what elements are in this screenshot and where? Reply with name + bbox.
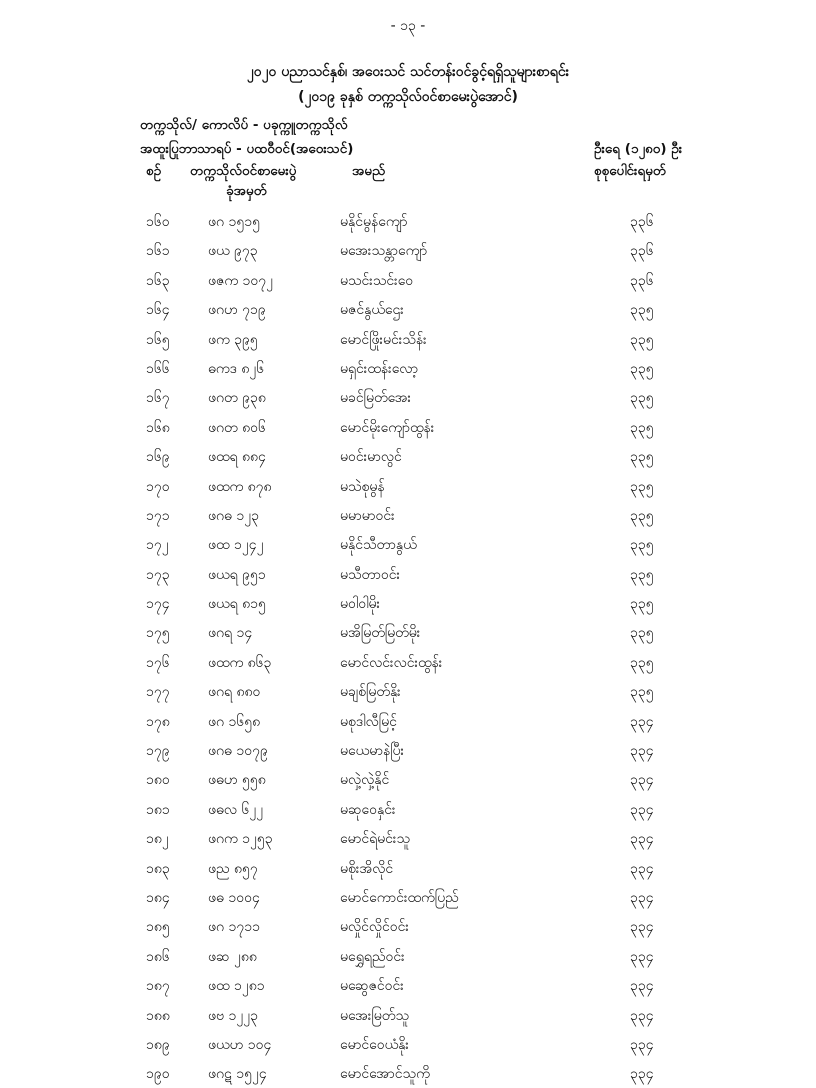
table-row (0, 794, 816, 823)
roll-number-cell: ဖဆ ၂၈၈ (208, 948, 257, 965)
name-cell: မစိုးအိလိုင် (340, 860, 394, 877)
total-score-cell: ၃၃၄ (630, 860, 654, 877)
serial-cell: ၁၇၆ (146, 654, 170, 671)
serial-cell: ၁၈၈ (146, 1007, 170, 1024)
name-cell: မလှိုင်လှိုင်ဝင်း (340, 919, 409, 936)
serial-cell: ၁၈၀ (146, 772, 170, 789)
name-cell: မလှဲ့လှဲ့နိုင် (340, 772, 390, 789)
roll-number-cell: ဖဂတ ၈၀၆ (208, 419, 266, 436)
table-row (0, 676, 816, 705)
table-row (0, 853, 816, 882)
table-row (0, 206, 816, 235)
serial-cell: ၁၈၇ (146, 978, 170, 995)
name-cell: မရှင်းထန်းလော့ (340, 360, 419, 377)
roll-number-cell: ဖဂက ၁၂၅၃ (208, 831, 273, 848)
total-score-cell: ၃၃၆ (630, 214, 654, 230)
total-score-cell: ၃၃၅ (630, 507, 654, 524)
student-list (0, 206, 816, 1088)
name-cell: မစုဒါလီမြင့် (340, 713, 397, 730)
column-header-total: စုစုပေါင်းရမှတ် (594, 163, 667, 179)
table-row (0, 235, 816, 264)
total-score-cell: ၃၃၅ (630, 390, 654, 407)
serial-cell: ၁၇၁ (146, 507, 170, 524)
roll-number-cell: ဖည ၈၅၇ (208, 860, 258, 877)
total-score-cell: ၃၃၄ (630, 713, 654, 730)
table-row (0, 970, 816, 999)
total-score-cell: ၃၃၅ (630, 360, 654, 377)
total-score-cell: ၃၃၄ (630, 743, 654, 760)
total-score-cell: ၃၃၅ (630, 449, 654, 466)
table-row (0, 647, 816, 676)
serial-cell: ၁၆၀ (146, 214, 170, 230)
total-score-cell: ၃၃၄ (630, 1066, 654, 1083)
name-cell: မောင်အောင်သူကို (340, 1066, 430, 1083)
column-header-name: အမည် (352, 163, 386, 179)
serial-cell: ၁၈၃ (146, 860, 170, 877)
serial-cell: ၁၇၇ (146, 684, 170, 701)
table-row (0, 588, 816, 617)
serial-cell: ၁၆၇ (146, 390, 170, 407)
column-header-roll-line2: ခုံအမှတ် (226, 183, 267, 199)
document-title: ၂၀၂၀ ပညာသင်နှစ်၊ အဝေးသင် သင်တန်းဝင်ခွင့်ရရှိသူများစာရင်း (246, 64, 570, 80)
serial-cell: ၁၈၂ (146, 831, 169, 848)
total-score-cell: ၃၃၄ (630, 801, 654, 818)
total-score-cell: ၃၃၄ (630, 1007, 654, 1024)
serial-cell: ၁၈၁ (146, 801, 170, 818)
name-cell: မသဲစုမွန် (340, 478, 385, 495)
serial-cell: ၁၇၅ (146, 625, 170, 642)
serial-cell: ၁၇၀ (146, 478, 170, 495)
roll-number-cell: ဖထ ၁၂၄၂ (208, 537, 264, 554)
roll-number-cell: ဖယရ ၈၁၅ (208, 596, 266, 613)
roll-number-cell: ဖဂဓ ၁၂၃ (208, 507, 259, 524)
name-cell: မဆုဝေနှင်း (340, 801, 396, 818)
column-header-roll-line1: တက္ကသိုလ်ဝင်စာမေးပွဲ (190, 163, 297, 179)
serial-cell: ၁၇၃ (146, 566, 170, 583)
name-cell: မောင်မိုးကျော်ထွန်း (340, 419, 435, 436)
total-score-cell: ၃၃၅ (630, 537, 654, 554)
roll-number-cell: ဖဂရ ၈၈၀ (208, 684, 261, 701)
table-row (0, 1058, 816, 1087)
roll-number-cell: ဖထ ၁၂၈၁ (208, 978, 265, 995)
serial-cell: ၁၆၉ (146, 449, 170, 466)
roll-number-cell: ဖထရ ၈၈၄ (208, 449, 266, 466)
table-row (0, 265, 816, 294)
name-cell: မဝင်းမာလွင် (340, 449, 402, 466)
roll-number-cell: ဖဂရ ၁၄ (208, 625, 253, 642)
table-row (0, 500, 816, 529)
table-row (0, 353, 816, 382)
serial-cell: ၁၇၈ (146, 713, 170, 730)
name-cell: မသင်းသင်းဝေ (340, 272, 414, 289)
name-cell: မောင်ကောင်းထက်ပြည် (340, 889, 459, 906)
serial-cell: ၁၆၈ (146, 419, 170, 436)
roll-number-cell: ဖဓလ ၆၂၂ (208, 801, 264, 818)
roll-number-cell: ဖဓဟ ၅၅၈ (208, 772, 266, 789)
roll-number-cell: ဖထက ၈၇၈ (208, 478, 272, 495)
roll-number-cell: ဖဂ ၁၆၅၈ (208, 713, 261, 730)
roll-number-cell: ဖဗ ၁၂၂၃ (208, 1007, 258, 1024)
serial-cell: ၁၇၂ (146, 537, 169, 554)
table-row (0, 559, 816, 588)
table-row (0, 1000, 816, 1029)
total-score-cell: ၃၃၅ (630, 302, 654, 319)
page-number: - ၁၃ - (390, 18, 426, 34)
roll-number-cell: ဓကဒ ၈၂၆ (208, 360, 265, 377)
table-row (0, 764, 816, 793)
name-cell: မောင်ဖြိုးမင်းသိန်း (340, 331, 427, 348)
name-cell: မယေမာနဲပြီး (340, 743, 405, 760)
table-row (0, 1029, 816, 1058)
total-score-cell: ၃၃၄ (630, 831, 654, 848)
total-score-cell: ၃၃၄ (630, 978, 654, 995)
name-cell: မရွှေရည်ဝင်း (340, 948, 405, 965)
name-cell: မဆွေဇင်ဝင်း (340, 978, 404, 995)
table-row (0, 941, 816, 970)
total-score-cell: ၃၃၄ (630, 1036, 654, 1053)
column-header-serial: စဉ် (146, 163, 162, 179)
roll-number-cell: ဖယရ ၉၅၁ (208, 566, 266, 583)
serial-cell: ၁၈၄ (146, 889, 170, 906)
roll-number-cell: ဖဂဓ ၁၀၇၉ (208, 743, 268, 760)
table-row (0, 882, 816, 911)
name-cell: မချစ်မြတ်နိုး (340, 684, 401, 701)
quota-line: ဦးရေ (၁၂၈၀) ဦး (594, 141, 683, 157)
name-cell: မဝါဝါမိုး (340, 596, 381, 613)
total-score-cell: ၃၃၆ (630, 272, 654, 289)
serial-cell: ၁၆၃ (146, 272, 170, 289)
serial-cell: ၁၆၅ (146, 331, 170, 348)
table-row (0, 441, 816, 470)
name-cell: မအေးမြတ်သူ (340, 1007, 409, 1024)
total-score-cell: ၃၃၅ (630, 596, 654, 613)
total-score-cell: ၃၃၅ (630, 478, 654, 495)
total-score-cell: ၃၃၅ (630, 625, 654, 642)
name-cell: မခင်မြတ်အေး (340, 390, 412, 407)
name-cell: မောင်ရဲမင်းသူ (340, 831, 411, 848)
table-row (0, 529, 816, 558)
table-row (0, 735, 816, 764)
roll-number-cell: ဖယဟ ၁၀၄ (208, 1036, 272, 1053)
total-score-cell: ၃၃၅ (630, 566, 654, 583)
document-subtitle: (၂၀၁၉ ခုနှစ် တက္ကသိုလ်ဝင်စာမေးပွဲအောင်) (298, 89, 518, 105)
total-score-cell: ၃၃၅ (630, 684, 654, 701)
table-row (0, 823, 816, 852)
table-row (0, 294, 816, 323)
total-score-cell: ၃၃၄ (630, 919, 654, 936)
total-score-cell: ၃၃၄ (630, 948, 654, 965)
total-score-cell: ၃၃၄ (630, 772, 654, 789)
serial-cell: ၁၇၉ (146, 743, 170, 760)
roll-number-cell: ဖဂဟ ၇၁၉ (208, 302, 266, 319)
roll-number-cell: ဖဇက ၁၀၇၂ (208, 272, 273, 289)
serial-cell: ၁၈၅ (146, 919, 170, 936)
table-row (0, 412, 816, 441)
name-cell: မောင်လင်းလင်းထွန်း (340, 654, 443, 671)
roll-number-cell: ဖထက ၈၆၃ (208, 654, 272, 671)
table-row (0, 706, 816, 735)
serial-cell: ၁၆၁ (146, 243, 170, 260)
name-cell: မမာမာဝင်း (340, 507, 395, 524)
table-row (0, 617, 816, 646)
table-row (0, 471, 816, 500)
total-score-cell: ၃၃၅ (630, 331, 654, 348)
name-cell: မနိုင်မွန်ကျော် (340, 214, 408, 230)
total-score-cell: ၃၃၄ (630, 889, 654, 906)
table-row (0, 324, 816, 353)
table-row (0, 382, 816, 411)
roll-number-cell: ဖယ ၉၇၃ (208, 243, 258, 260)
name-cell: မောင်ဝေယံနိုး (340, 1036, 409, 1053)
total-score-cell: ၃၃၆ (630, 243, 654, 260)
roll-number-cell: ဖဂဋ ၁၅၂၄ (208, 1066, 267, 1083)
serial-cell: ၁၆၆ (146, 360, 170, 377)
roll-number-cell: ဖဂ ၁၇၁၁ (208, 919, 260, 936)
name-cell: မသီတာဝင်း (340, 566, 401, 583)
total-score-cell: ၃၃၅ (630, 419, 654, 436)
subject-line: အထူးပြုဘာသာရပ် - ပထဝီဝင်(အဝေးသင်) (140, 141, 354, 157)
serial-cell: ၁၈၉ (146, 1036, 170, 1053)
serial-cell: ၁၆၄ (146, 302, 170, 319)
roll-number-cell: ဖဓ ၁၀၀၄ (208, 889, 260, 906)
name-cell: မနိုင်သီတာနွယ် (340, 537, 417, 554)
roll-number-cell: ဖက ၃၉၅ (208, 331, 258, 348)
serial-cell: ၁၈၆ (146, 948, 170, 965)
serial-cell: ၁၇၄ (146, 596, 170, 613)
roll-number-cell: ဖဂတ ၉၃၈ (208, 390, 266, 407)
university-line: တက္ကသိုလ်/ ကောလိပ် - ပခုက္ကူတက္ကသိုလ် (140, 117, 348, 133)
serial-cell: ၁၉၀ (146, 1066, 170, 1083)
name-cell: မဇင်နွယ်ဌေး (340, 302, 404, 319)
name-cell: မအေးသန္တာကျော် (340, 243, 428, 260)
total-score-cell: ၃၃၅ (630, 654, 654, 671)
roll-number-cell: ဖဂ ၁၅၁၅ (208, 214, 260, 230)
table-row (0, 911, 816, 940)
name-cell: မအိမြတ်မြတ်မိုး (340, 625, 421, 642)
